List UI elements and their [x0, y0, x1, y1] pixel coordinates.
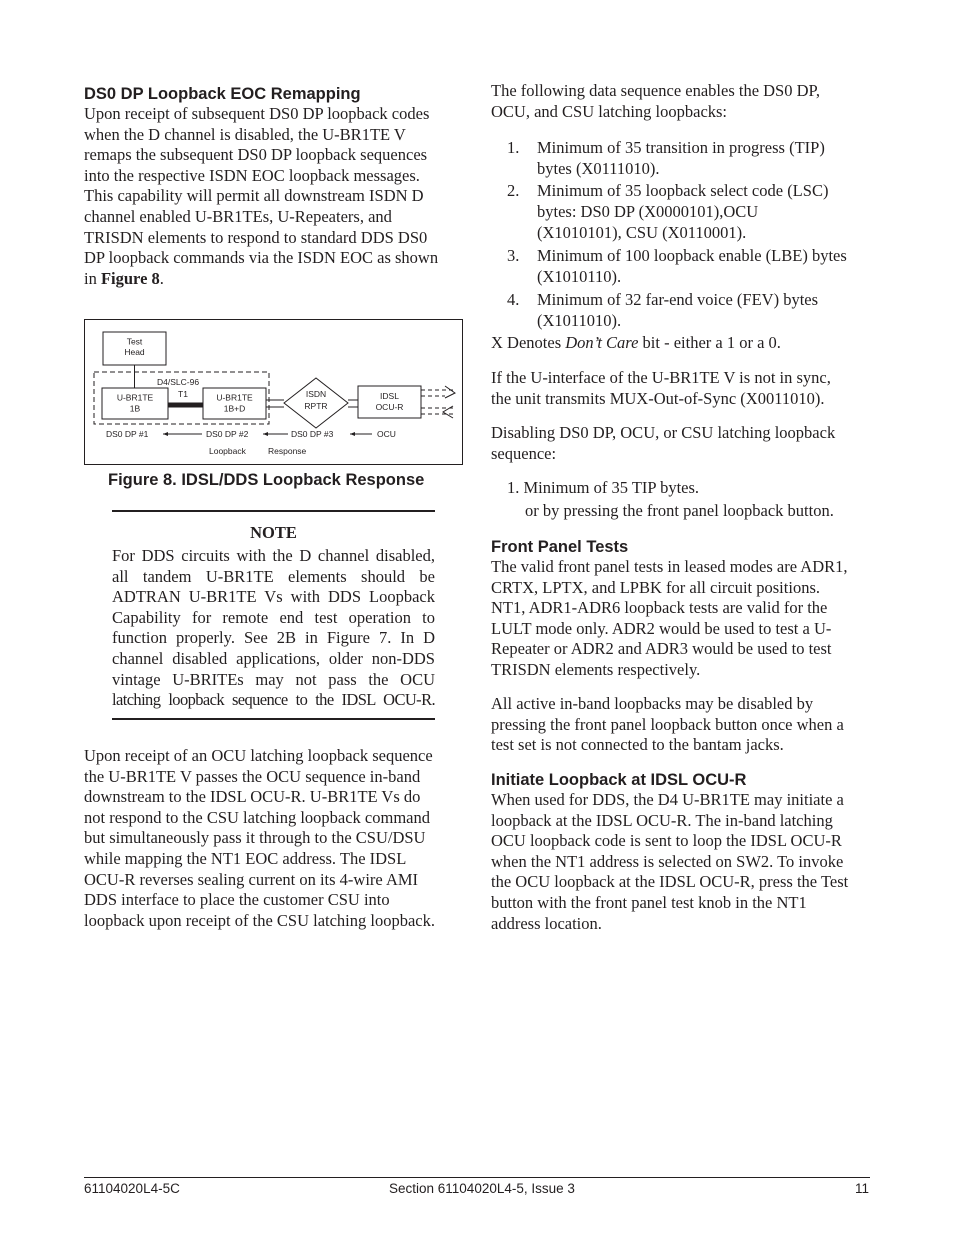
u-br1te-1b-label-1: U-BR1TE — [116, 392, 154, 403]
text-line: TRISDN elements respectively. — [491, 659, 701, 679]
list-number: 1. — [507, 138, 520, 157]
note-body — [112, 546, 435, 711]
note-top-rule — [112, 510, 435, 512]
disable-alternative — [525, 501, 834, 522]
note-line: vintage U-BRITEs may not pass the OCU — [112, 669, 435, 689]
text-line: the U-BR1TE V passes the OCU sequence in-band — [84, 766, 421, 786]
footer-doc-number: 61104020L4-5C — [84, 1181, 180, 1196]
text-line: loopback upon receipt of the CSU latching loopback. — [84, 910, 435, 930]
text-line: All active in-band loopbacks may be disabled by — [491, 694, 814, 713]
text-line: DDS interface to place the customer CSU into — [84, 890, 390, 910]
paragraph-active-loopbacks — [491, 694, 844, 756]
list-text — [537, 245, 847, 287]
text-line: Disabling DS0 DP, OCU, or CSU latching loopback — [491, 423, 836, 442]
list-number: 3. — [507, 246, 520, 265]
text-line: channel enabled U-BR1TEs, U-Repeaters, and — [84, 206, 392, 226]
text-line: test set is not connected to the bantam jacks. — [491, 735, 784, 755]
loopback-label: Loopback — [209, 446, 246, 456]
text-line: remaps the subsequent DS0 DP loopback sequences — [84, 145, 428, 165]
response-label: Response — [268, 446, 307, 456]
idsl-ocu-r-label-2: OCU-R — [375, 402, 404, 412]
text-line: when the NT1 address is selected on SW2. To invoke — [491, 851, 844, 871]
text-line: OCU, and CSU latching loopbacks: — [491, 101, 728, 121]
note-bottom-rule — [112, 718, 435, 720]
text-line — [491, 333, 781, 354]
text-line: bytes (X0111010). — [537, 159, 660, 178]
text-line: sequence: — [491, 443, 557, 463]
arrowhead-icon — [350, 432, 355, 436]
text-fragment: bit - either a 1 or a 0. — [638, 333, 781, 352]
isdn-rptr-label-2: RPTR — [304, 401, 328, 411]
text-line: (X1010101), CSU (X0110001). — [537, 223, 747, 242]
t1-label: T1 — [178, 389, 188, 399]
text-line: into the respective ISDN EOC loopback messages. — [84, 165, 420, 185]
text-line: OCU-R reverses sealing current on its 4-wire AMI — [84, 869, 419, 889]
footer-section: Section 61104020L4-5, Issue 3 — [389, 1181, 575, 1196]
section-heading-initiate-loopback: Initiate Loopback at IDSL OCU-R — [491, 771, 747, 789]
text-line: address location. — [491, 913, 602, 933]
test-head-label-1: Test — [126, 336, 143, 347]
u-br1te-1bd-label-1: U-BR1TE — [216, 392, 253, 403]
text-line: Upon receipt of an OCU latching loopback sequence — [84, 746, 433, 765]
ds0-dp-3-label: DS0 DP #3 — [291, 429, 334, 439]
test-head-label-2: Head — [124, 347, 145, 357]
text-line: Minimum of 35 loopback select code (LSC) — [537, 181, 829, 200]
text-fragment: X Denotes — [491, 333, 566, 352]
text-line: OCU loopback code is sent to loop the IDSL OCU-R — [491, 831, 842, 851]
text-line: the OCU loopback at the IDSL OCU-R, press the Test — [491, 872, 849, 892]
note-line: channel disabled applications, older non-DDS — [112, 648, 435, 668]
u-br1te-1b-label-2: 1B — [129, 403, 141, 414]
text-line: 1. Minimum of 35 TIP bytes. — [507, 478, 700, 497]
footer-rule — [84, 1177, 870, 1178]
disable-list-item — [507, 478, 699, 499]
idsl-ocu-r-label-1: IDSL — [380, 391, 399, 401]
ocu-label: OCU — [377, 429, 396, 439]
text-line: Minimum of 35 transition in progress (TIP) — [537, 138, 825, 157]
loopback-diagram-svg — [85, 320, 462, 464]
text-line: The following data sequence enables the DS0 DP, — [491, 81, 821, 100]
text-line-figure-ref — [84, 269, 438, 290]
text-line: The valid front panel tests in leased modes are ADR1, — [491, 557, 848, 576]
text-line: If the U-interface of the U-BR1TE V is not in sync, — [491, 368, 831, 387]
x-denotes-note — [491, 333, 781, 354]
note-title: NOTE — [250, 523, 297, 542]
text-fragment: . — [159, 268, 164, 288]
paragraph-eoc-remapping — [84, 104, 438, 289]
figure-reference: Figure 8 — [100, 268, 160, 288]
paragraph-sync — [491, 368, 831, 409]
text-line: (X1010110). — [537, 267, 622, 286]
text-line: When used for DDS, the D4 U-BR1TE may initiate a — [491, 790, 844, 809]
text-line: button with the front panel test knob in the NT1 — [491, 892, 807, 912]
d4-slc96-label: D4/SLC-96 — [157, 377, 200, 387]
u-br1te-1bd-label-2: 1B+D — [223, 403, 246, 414]
text-line: CRTX, LPTX, and LPBK for all circuit positions. — [491, 577, 820, 597]
list-text — [537, 180, 828, 243]
text-line: or by pressing the front panel loopback button. — [525, 501, 834, 520]
text-line: Repeater or ADR2 and ADR3 would be used to test — [491, 639, 832, 659]
italic-term: Don’t Care — [565, 333, 639, 352]
paragraph-disabling — [491, 423, 835, 464]
paragraph-ocu-latching — [84, 746, 435, 931]
note-line: latching loopback sequence to the IDSL OCU-R. — [112, 690, 435, 710]
arrowhead-icon — [263, 432, 268, 436]
text-line: DP loopback commands via the ISDN EOC as shown — [84, 248, 439, 268]
page-number: 11 — [855, 1181, 870, 1196]
note-line: all tandem U-BR1TE elements should be — [112, 566, 435, 586]
figure-8-diagram — [84, 319, 463, 465]
list-number: 2. — [507, 181, 520, 200]
note-line: function properly. See 2B in Figure 7. In D — [112, 628, 435, 648]
text-line: Minimum of 32 far-end voice (FEV) bytes — [537, 290, 819, 309]
isdn-rptr-label-1: ISDN — [305, 389, 327, 399]
text-line: not respond to the CSU latching loopback command — [84, 807, 430, 827]
text-line: pressing the front panel loopback button once when a — [491, 714, 844, 734]
text-line: while mapping the NT1 EOC address. The IDSL — [84, 848, 407, 868]
text-line: NT1, ADR1-ADR6 loopback tests are valid for the — [491, 598, 828, 618]
note-line: Capability for remote end test operation to — [112, 607, 435, 627]
text-fragment: in — [84, 268, 101, 288]
list-text — [537, 289, 818, 331]
text-line: TRISDN elements to respond to standard DDS DS0 — [84, 227, 428, 247]
text-line: LULT mode only. ADR2 would be used to test a U- — [491, 618, 832, 638]
section-heading-front-panel-tests: Front Panel Tests — [491, 538, 629, 556]
paragraph-sequence-intro — [491, 81, 820, 122]
text-line: This capability will permit all downstream ISDN D — [84, 186, 424, 206]
text-line: the unit transmits MUX-Out-of-Sync (X0011010). — [491, 388, 825, 408]
text-line: but simultaneously pass it through to the CSU/DSU — [84, 828, 426, 848]
note-line: For DDS circuits with the D channel disabled, — [112, 546, 435, 565]
paragraph-initiate-loopback — [491, 790, 848, 934]
text-line: (X1011010). — [537, 311, 622, 330]
text-line: bytes: DS0 DP (X0000101),OCU — [537, 202, 759, 221]
list-text — [537, 137, 825, 179]
ds0-dp-2-label: DS0 DP #2 — [206, 429, 249, 439]
note-line: ADTRAN U-BR1TE Vs with DDS Loopback — [112, 587, 435, 607]
paragraph-front-panel-tests — [491, 557, 848, 681]
figure-caption: Figure 8. IDSL/DDS Loopback Response — [108, 471, 425, 489]
text-line: Minimum of 100 loopback enable (LBE) bytes — [537, 246, 847, 265]
arrowhead-icon — [163, 432, 168, 436]
section-heading-ds0-dp-loopback: DS0 DP Loopback EOC Remapping — [84, 85, 361, 103]
text-line: loopback at the IDSL OCU-R. The in-band latching — [491, 810, 833, 830]
ds0-dp-1-label: DS0 DP #1 — [106, 429, 149, 439]
text-line: downstream to the IDSL OCU-R. U-BR1TE Vs do — [84, 787, 421, 807]
text-line: when the D channel is disabled, the U-BR1TE V — [84, 124, 406, 144]
list-number: 4. — [507, 290, 520, 309]
arrow-right-icon — [445, 386, 455, 398]
text-line: Upon receipt of subsequent DS0 DP loopback codes — [84, 104, 430, 123]
